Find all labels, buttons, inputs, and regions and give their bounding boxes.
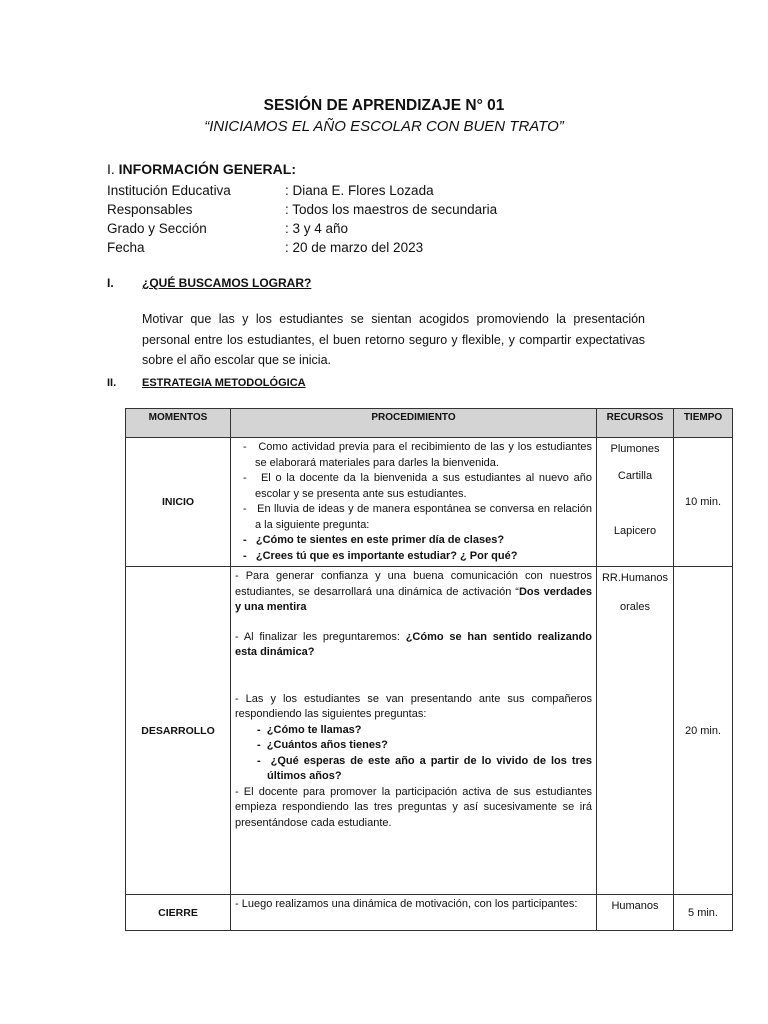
strategy-heading-text: ESTRATEGIA METODOLÓGICA xyxy=(142,377,306,389)
resource-item: Lapicero xyxy=(613,525,657,537)
table-row-cierre xyxy=(126,895,733,931)
info-label: Institución Educativa xyxy=(107,183,231,198)
procedure-paragraph: - Al finalizar les preguntaremos: ¿Cómo se han sentido realizando esta dinámica? xyxy=(235,630,592,658)
col-header-procedimiento: PROCEDIMIENTO xyxy=(231,409,597,438)
table-header-row xyxy=(126,409,733,438)
strategy-table xyxy=(125,408,733,931)
moment-cierre: CIERRE xyxy=(126,895,231,931)
info-value: : 3 y 4 año xyxy=(285,221,349,236)
time-inicio: 10 min. xyxy=(674,438,733,567)
info-row xyxy=(107,219,627,238)
resource-item: Plumones xyxy=(610,443,660,455)
info-block xyxy=(107,181,627,257)
info-value: : Todos los maestros de secundaria xyxy=(285,202,498,217)
question-item: - ¿Cuántos años tienes? xyxy=(257,739,388,751)
question-item: - ¿Qué esperas de este año a partir de lo vivido de los tres últimos años? xyxy=(257,754,593,782)
col-header-tiempo: TIEMPO xyxy=(674,409,733,438)
table-row-desarrollo xyxy=(126,567,733,895)
resources-cierre xyxy=(597,895,674,931)
info-heading-text: INFORMACIÓN GENERAL: xyxy=(118,161,296,177)
strategy-heading-num: II. xyxy=(107,377,117,389)
moment-inicio: INICIO xyxy=(126,438,231,567)
info-row xyxy=(107,200,627,219)
procedure-paragraph: - El docente para promover la participación activa de sus estudiantes empieza respondiendo las tres preguntas y así sucesivamente se irá presentándose cada estudiante. xyxy=(235,785,592,829)
procedure-inicio xyxy=(231,438,597,567)
procedure-desarrollo xyxy=(231,567,597,895)
info-row xyxy=(107,181,627,200)
page-title: SESIÓN DE APRENDIZAJE N° 01 xyxy=(263,97,505,114)
resource-item: orales xyxy=(620,601,650,613)
resource-item: Cartilla xyxy=(617,470,653,482)
info-label: Responsables xyxy=(107,202,193,217)
col-header-recursos: RECURSOS xyxy=(597,409,674,438)
question-item: - ¿Cómo te llamas? xyxy=(257,723,362,736)
page-subtitle: “INICIAMOS EL AÑO ESCOLAR CON BUEN TRATO” xyxy=(204,118,564,135)
list-item: - ¿Crees tú que es importante estudiar? ¿ Por qué? xyxy=(243,549,518,562)
resource-item: RR.Humanos xyxy=(601,572,669,584)
info-label: Fecha xyxy=(107,240,145,255)
list-item: - Como actividad previa para el recibimiento de las y los estudiantes se elaborará materiales para darles la bienvenida. xyxy=(243,441,592,469)
info-value: : Diana E. Flores Lozada xyxy=(285,183,434,198)
list-item: - El o la docente da la bienvenida a sus estudiantes al nuevo año escolar y se presenta ante sus estudiantes. xyxy=(243,472,592,500)
list-item: - En lluvia de ideas y de manera espontánea se conversa en relación a la siguiente pregunta: xyxy=(243,503,592,531)
col-header-momentos: MOMENTOS xyxy=(126,409,231,438)
info-value: : 20 de marzo del 2023 xyxy=(285,240,424,255)
moment-desarrollo: DESARROLLO xyxy=(126,567,231,895)
resources-inicio xyxy=(597,438,674,567)
resource-item: Humanos xyxy=(611,900,659,912)
procedure-paragraph: - Para generar confianza y una buena comunicación con nuestros estudiantes, se desarrollará una dinámica de activación “Dos verdades y una mentira xyxy=(235,570,592,613)
table-row-inicio xyxy=(126,438,733,567)
info-row xyxy=(107,238,627,257)
list-item: - ¿Cómo te sientes en este primer día de clases? xyxy=(243,534,505,546)
info-label: Grado y Sección xyxy=(107,221,207,236)
goal-heading-num: I. xyxy=(107,276,114,290)
procedure-cierre: - Luego realizamos una dinámica de motivación, con los participantes: xyxy=(231,895,597,931)
info-heading xyxy=(107,161,296,177)
procedure-paragraph: - Las y los estudiantes se van presentando ante sus compañeros respondiendo las siguientes preguntas: xyxy=(235,692,592,720)
goal-paragraph: Motivar que las y los estudiantes se sientan acogidos promoviendo la presentación personal entre los estudiantes, el buen retorno seguro y flexible, y compartir expectativas sobre el año escolar que se inicia. xyxy=(142,312,645,367)
time-desarrollo: 20 min. xyxy=(674,567,733,895)
info-heading-num: I. xyxy=(107,161,115,177)
time-cierre: 5 min. xyxy=(674,895,733,931)
resources-desarrollo xyxy=(597,567,674,895)
goal-heading-text: ¿QUÉ BUSCAMOS LOGRAR? xyxy=(142,276,312,290)
